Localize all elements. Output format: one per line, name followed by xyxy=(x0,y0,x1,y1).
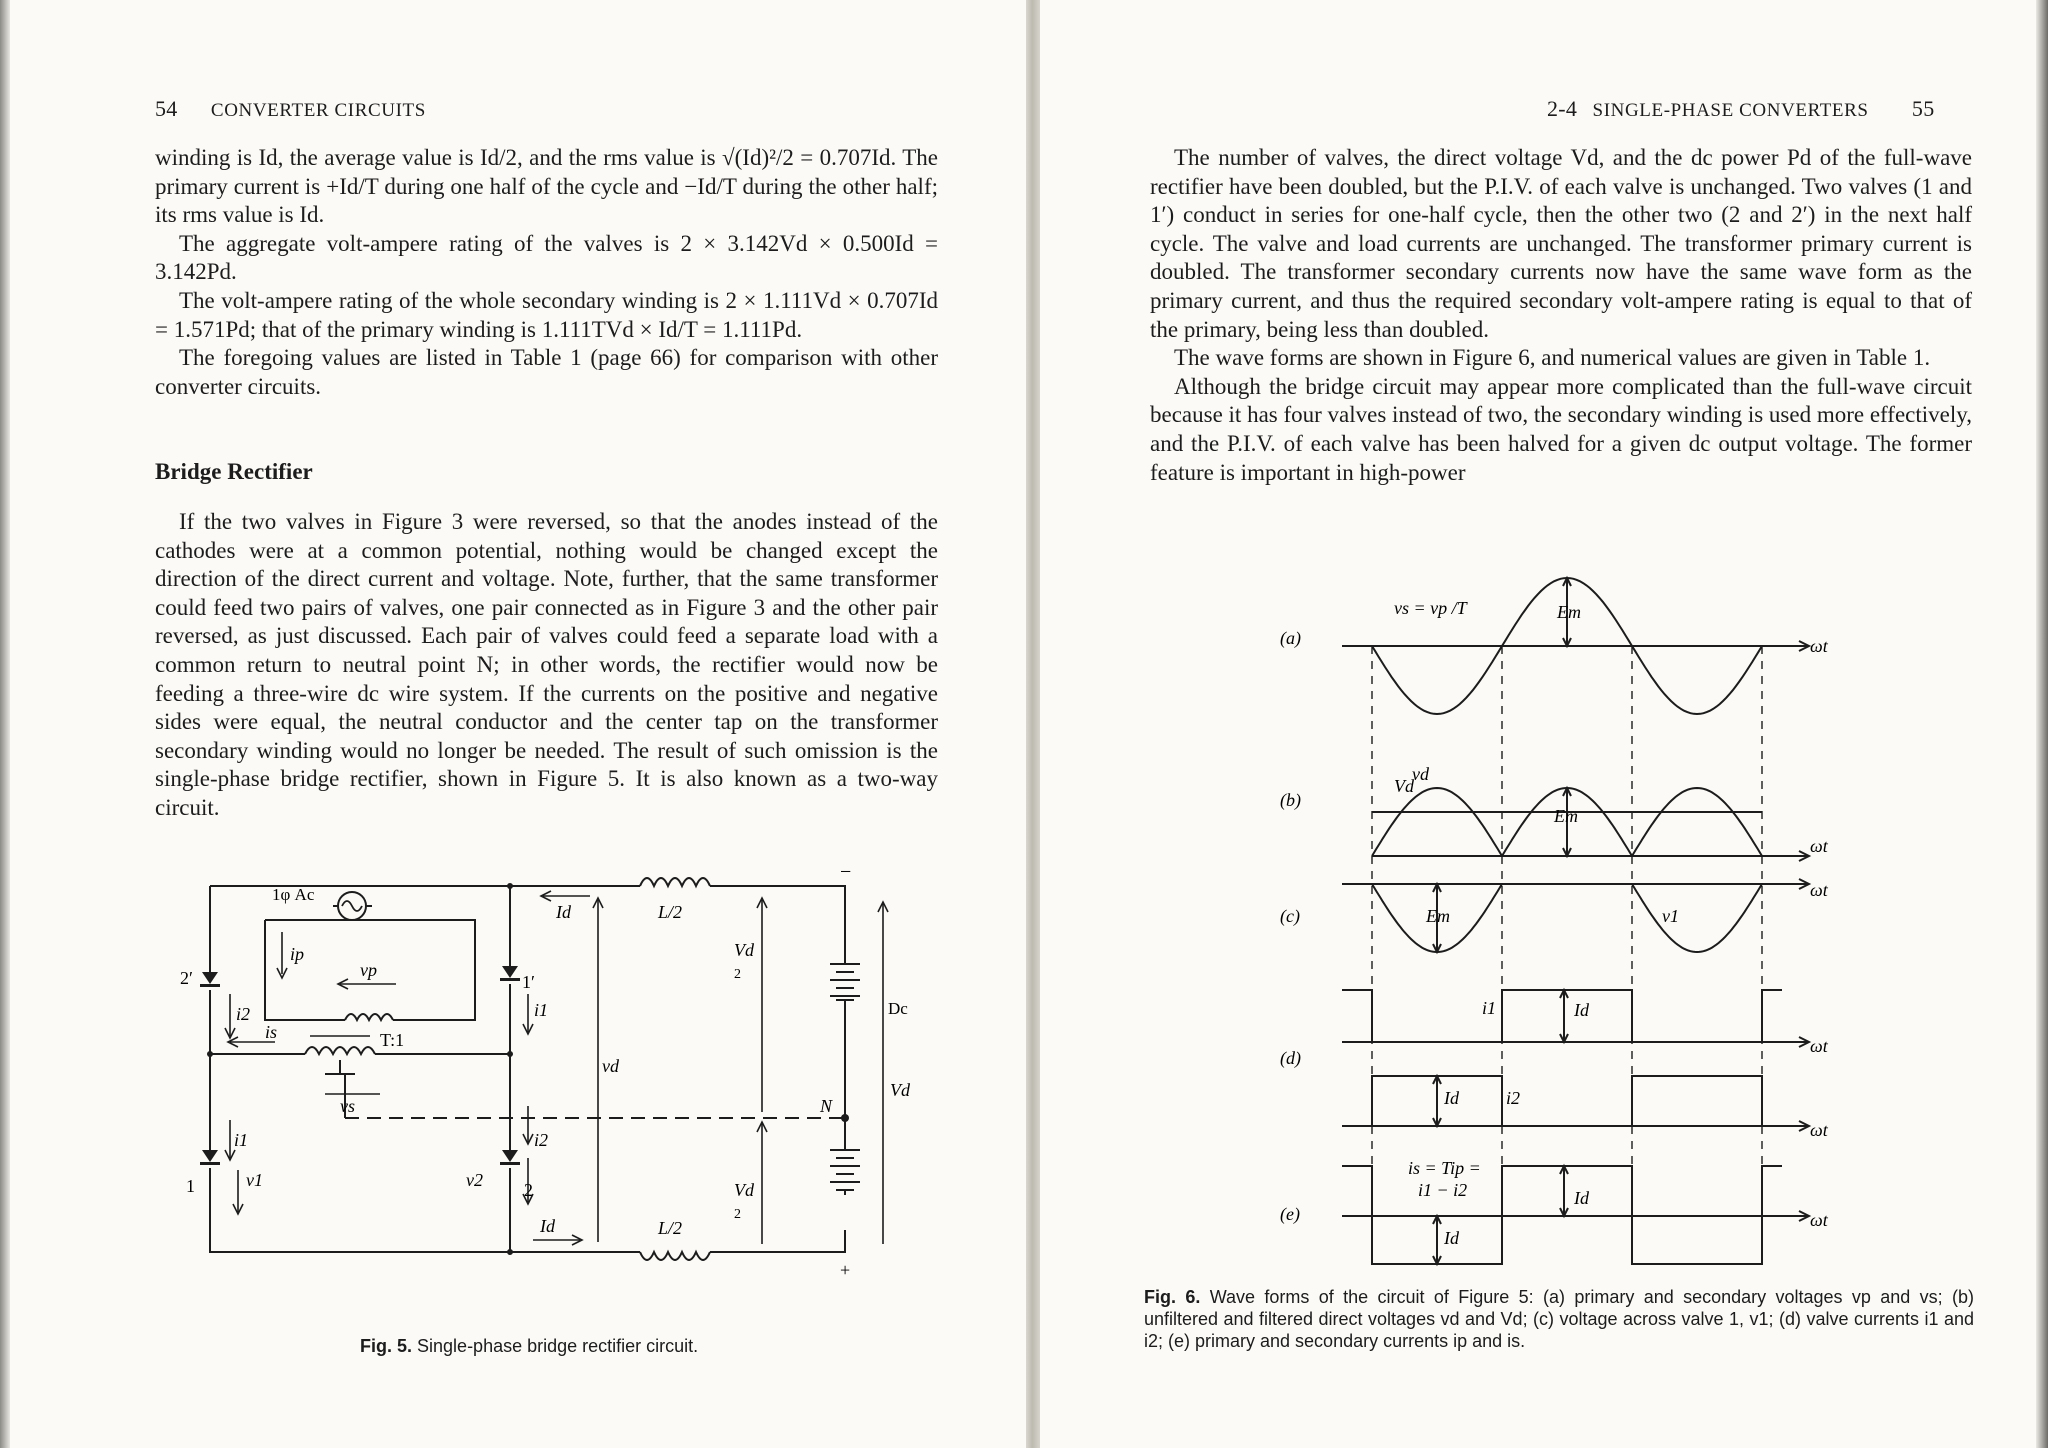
label-N: N xyxy=(820,1096,833,1116)
figure-6-caption-text: Wave forms of the circuit of Figure 5: (a) primary and secondary voltages vp and vs; (b) unfiltered and filtered direct voltages vd and Vd; (c) voltage across valve 1, v1; (d) valve currents i1 and i2; (e) primary and secondary currents ip and is. xyxy=(1144,1287,1974,1351)
axis-label-e: ωt xyxy=(1810,1210,1828,1230)
label-vs: vs xyxy=(340,1096,355,1116)
label-d-i2: i2 xyxy=(1506,1088,1521,1108)
label-Id-top: Id xyxy=(556,902,571,922)
left-running-title: CONVERTER CIRCUITS xyxy=(210,100,426,121)
right-running-title: SINGLE-PHASE CONVERTERS xyxy=(1592,100,1869,121)
label-vp: vp xyxy=(360,960,377,980)
figure-5-caption-label: Fig. 5. xyxy=(360,1336,413,1356)
label-valve-1: 1 xyxy=(186,1176,195,1196)
figure-6-waveforms xyxy=(1262,566,1862,1266)
label-valve-2p: 2′ xyxy=(180,968,193,988)
left-body-section xyxy=(155,508,938,823)
panel-label-e: (e) xyxy=(1280,1204,1300,1224)
label-a-Em: Em xyxy=(1557,602,1581,622)
axis-label-d: ωt xyxy=(1810,1036,1828,1056)
label-i1-mid: i1 xyxy=(534,1000,549,1020)
panel-label-b: (b) xyxy=(1280,790,1301,810)
wave-c-v1-3 xyxy=(1632,884,1762,952)
label-minus: − xyxy=(840,861,852,883)
label-Vd2-top-den: 2 xyxy=(734,967,741,982)
right-running-head xyxy=(1547,96,1935,122)
label-ip: ip xyxy=(290,944,305,964)
left-paragraph-1: winding is Id, the average value is Id/2, and the rms value is √(Id)²/2 = 0.707Id. The primary current is +Id/T during one half of the cycle and −Id/T during the other half; its rms value is Id. xyxy=(155,145,938,228)
label-vd: vd xyxy=(602,1056,619,1076)
label-a-vs: vs = vp /T xyxy=(1394,598,1467,618)
label-valve-1p: 1′ xyxy=(522,972,535,992)
right-page-number: 55 xyxy=(1911,96,1935,121)
left-section-paragraph: If the two valves in Figure 3 were reversed, so that the anodes instead of the cathodes were at a common potential, nothing would be changed except the direction of the direct current and voltage. Note, further, that the same transformer could feed two pairs of valves, one pair connected as in Figure 3 and the other pair reversed, as just discussed. Each pair of valves could feed a separate load with a common return to neutral point N; in other words, the rectifier would now be feeding a three-wire dc wire system. If the currents on the positive and negative sides were equal, the neutral conductor and the center tap on the transformer secondary winding would no longer be needed. The result of such omission is the single-phase bridge rectifier, shown in Figure 5. It is also known as a two-way circuit. xyxy=(155,509,938,820)
label-Id-bottom: Id xyxy=(540,1216,555,1236)
label-d-i1: i1 xyxy=(1482,998,1497,1018)
label-i2-left: i2 xyxy=(236,1004,251,1024)
left-running-head xyxy=(155,96,426,122)
right-paragraph-1: The number of valves, the direct voltage Vd, and the dc power Pd of the full-wave rectifier have been doubled, but the P.I.V. of each valve is unchanged. Two valves (1 and 1′) conduct in series for one-half cycle, then the other two (2 and 2′) in the next half cycle. The valve and load currents are unchanged. The transformer primary current is doubled. The transformer secondary currents now have the same wave form as the primary current, and thus the required secondary volt-ampere rating is equal to that of the primary, being less than doubled. xyxy=(1150,145,1972,342)
label-e-is-line2: i1 − i2 xyxy=(1418,1180,1468,1200)
axis-label-d2: ωt xyxy=(1810,1120,1828,1140)
wave-d-i2 xyxy=(1372,1076,1762,1126)
label-Vd2-bot-den: 2 xyxy=(734,1207,741,1222)
label-Vd2-top-num: Vd xyxy=(734,940,754,960)
left-page-edge xyxy=(0,0,10,1448)
label-v2: v2 xyxy=(466,1170,483,1190)
axis-label-c: ωt xyxy=(1810,880,1828,900)
figure-6-caption-label: Fig. 6. xyxy=(1144,1287,1201,1307)
label-b-vd: vd xyxy=(1412,764,1429,784)
panel-label-d: (d) xyxy=(1280,1048,1301,1068)
wave-d-i1 xyxy=(1342,990,1782,1042)
right-paragraph-3: Although the bridge circuit may appear more complicated than the full-wave circuit because it has four valves instead of two, the secondary winding is used more effectively, and the P.I.V. of each valve has been halved for a given dc output voltage. The former feature is important in high-power xyxy=(1150,373,1973,485)
right-body xyxy=(1150,144,1972,487)
label-v1: v1 xyxy=(246,1170,263,1190)
right-page-edge xyxy=(2036,0,2048,1448)
left-paragraph-3: The volt-ampere rating of the whole secondary winding is 2 × 1.111Vd × 0.707Id = 1.571Pd; that of the primary winding is 1.111TVd × Id/T = 1.111Pd. xyxy=(155,287,938,342)
label-i2-mid: i2 xyxy=(534,1130,549,1150)
right-paragraph-2: The wave forms are shown in Figure 6, and numerical values are given in Table 1. xyxy=(1174,345,1931,371)
label-L2-bottom: L/2 xyxy=(658,1218,683,1238)
left-body-top xyxy=(155,144,938,401)
label-e-Id2: Id xyxy=(1444,1228,1459,1248)
figure-5-caption-text: Single-phase bridge rectifier circuit. xyxy=(417,1336,699,1356)
label-dc: Dc xyxy=(888,999,908,1018)
label-c-Em: Em xyxy=(1426,906,1450,926)
panel-label-a: (a) xyxy=(1280,628,1301,648)
label-c-v1: v1 xyxy=(1662,906,1679,926)
panel-label-c: (c) xyxy=(1280,906,1300,926)
label-valve-2: 2 xyxy=(524,1180,533,1200)
label-e-Id1: Id xyxy=(1574,1188,1589,1208)
figure-6-caption xyxy=(1144,1286,1974,1352)
axis-label-a: ωt xyxy=(1810,636,1828,656)
book-gutter xyxy=(1026,0,1040,1448)
section-heading: Bridge Rectifier xyxy=(155,459,313,484)
left-paragraph-2: The aggregate volt-ampere rating of the valves is 2 × 3.142Vd × 0.500Id = 3.142Pd. xyxy=(155,230,938,285)
label-i1-left: i1 xyxy=(234,1130,249,1150)
label-L2-top: L/2 xyxy=(658,902,683,922)
label-ratio: T:1 xyxy=(380,1030,405,1050)
left-page-number: 54 xyxy=(155,96,178,121)
label-e-is-line1: is = Tip = xyxy=(1408,1158,1481,1178)
label-d-Id1: Id xyxy=(1574,1000,1589,1020)
axis-label-b: ωt xyxy=(1810,836,1828,856)
figure-5-caption xyxy=(360,1335,698,1357)
figure-5-circuit xyxy=(150,860,910,1330)
label-b-Em: Em xyxy=(1554,806,1578,826)
label-Vd2-bot-num: Vd xyxy=(734,1180,754,1200)
label-is: is xyxy=(265,1022,278,1042)
label-plus: + xyxy=(840,1260,851,1280)
label-Vd: Vd xyxy=(890,1080,910,1100)
ac-source-label: 1φ Ac xyxy=(272,885,315,904)
right-page xyxy=(1032,0,2048,1448)
right-section-number: 2-4 xyxy=(1547,96,1578,121)
label-d-Id2: Id xyxy=(1444,1088,1459,1108)
left-paragraph-4: The foregoing values are listed in Table 1 (page 66) for comparison with other converter circuits. xyxy=(155,345,938,399)
label-b-Vd: Vd xyxy=(1394,776,1414,796)
